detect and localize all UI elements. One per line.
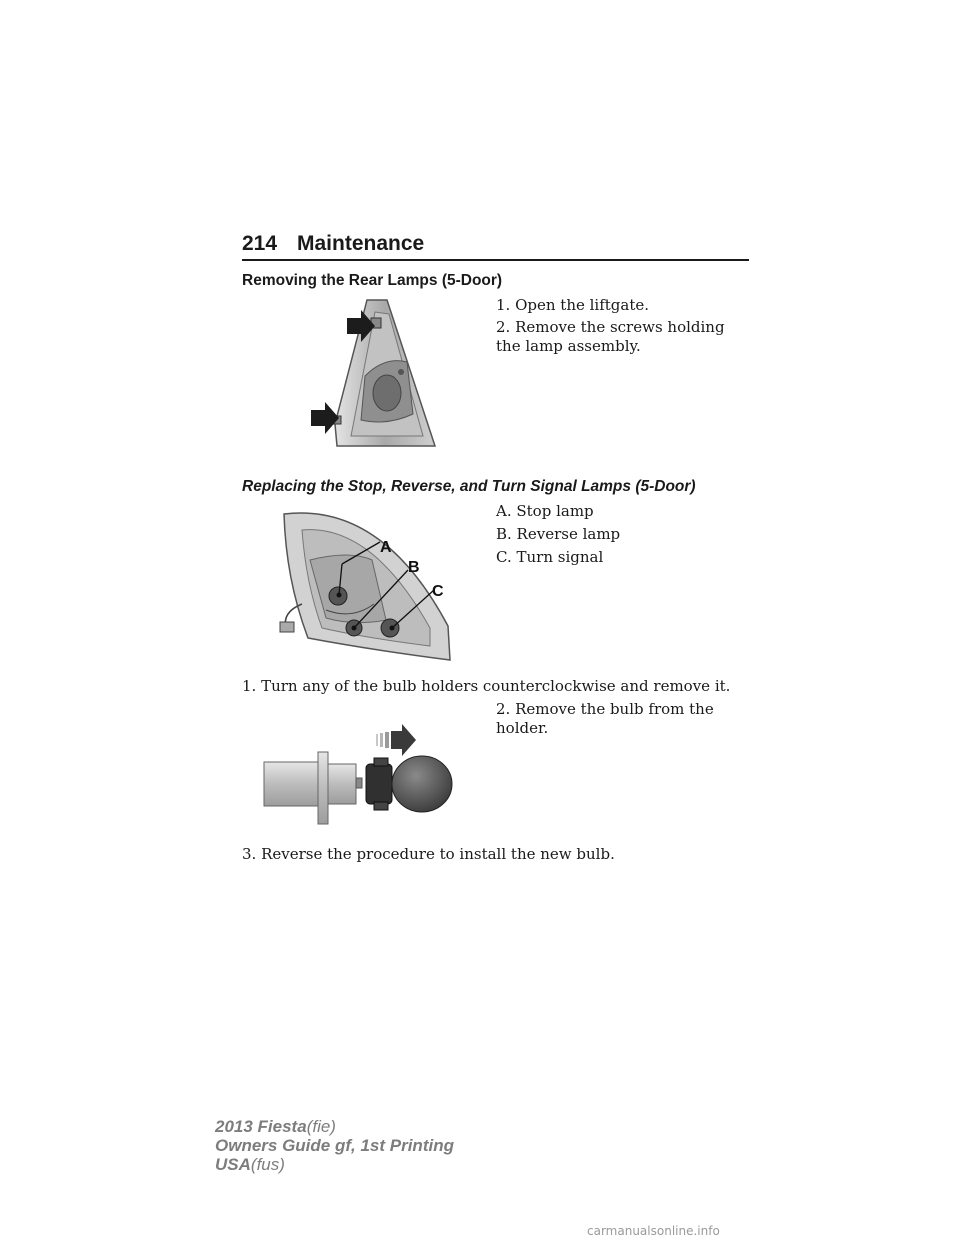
step-open-liftgate: 1. Open the liftgate. bbox=[496, 296, 650, 314]
callout-c: C bbox=[432, 583, 444, 600]
footer-region-code: (fus) bbox=[250, 1155, 285, 1174]
footer-region: USA bbox=[215, 1155, 251, 1174]
footer-model-code: (fie) bbox=[306, 1117, 336, 1136]
heading-removing-rear-lamps: Removing the Rear Lamps (5-Door) bbox=[242, 272, 503, 289]
bulb-removal-illustration bbox=[262, 722, 462, 832]
watermark-site: carmanualsonline.info bbox=[587, 1224, 720, 1238]
step-remove-bulb: 2. Remove the bulb from the holder. bbox=[496, 700, 714, 737]
header-rule bbox=[242, 259, 749, 261]
step-reverse-procedure: 3. Reverse the procedure to install the new bulb. bbox=[242, 845, 615, 863]
callout-a: A bbox=[380, 539, 392, 556]
legend-turn-signal: C. Turn signal bbox=[496, 548, 604, 566]
section-title: Maintenance bbox=[297, 232, 425, 255]
step-remove-screws: 2. Remove the screws holding the lamp assembly. bbox=[496, 318, 725, 355]
arrow-right-icon bbox=[376, 724, 416, 756]
legend-reverse-lamp: B. Reverse lamp bbox=[496, 525, 621, 543]
footer-imprint bbox=[215, 1117, 454, 1174]
rear-lamp-screws-illustration bbox=[305, 296, 455, 456]
footer-model: 2013 Fiesta bbox=[215, 1117, 307, 1136]
heading-replacing-lamps: Replacing the Stop, Reverse, and Turn Signal Lamps (5-Door) bbox=[242, 478, 696, 495]
legend-stop-lamp: A. Stop lamp bbox=[496, 502, 594, 520]
callout-b: B bbox=[408, 559, 420, 576]
footer-guide: Owners Guide gf, 1st Printing bbox=[215, 1136, 454, 1155]
page-number: 214 bbox=[242, 232, 278, 255]
bulb-holders-illustration bbox=[262, 500, 462, 665]
step-turn-bulb-holder: 1. Turn any of the bulb holders counterclockwise and remove it. bbox=[242, 677, 731, 695]
